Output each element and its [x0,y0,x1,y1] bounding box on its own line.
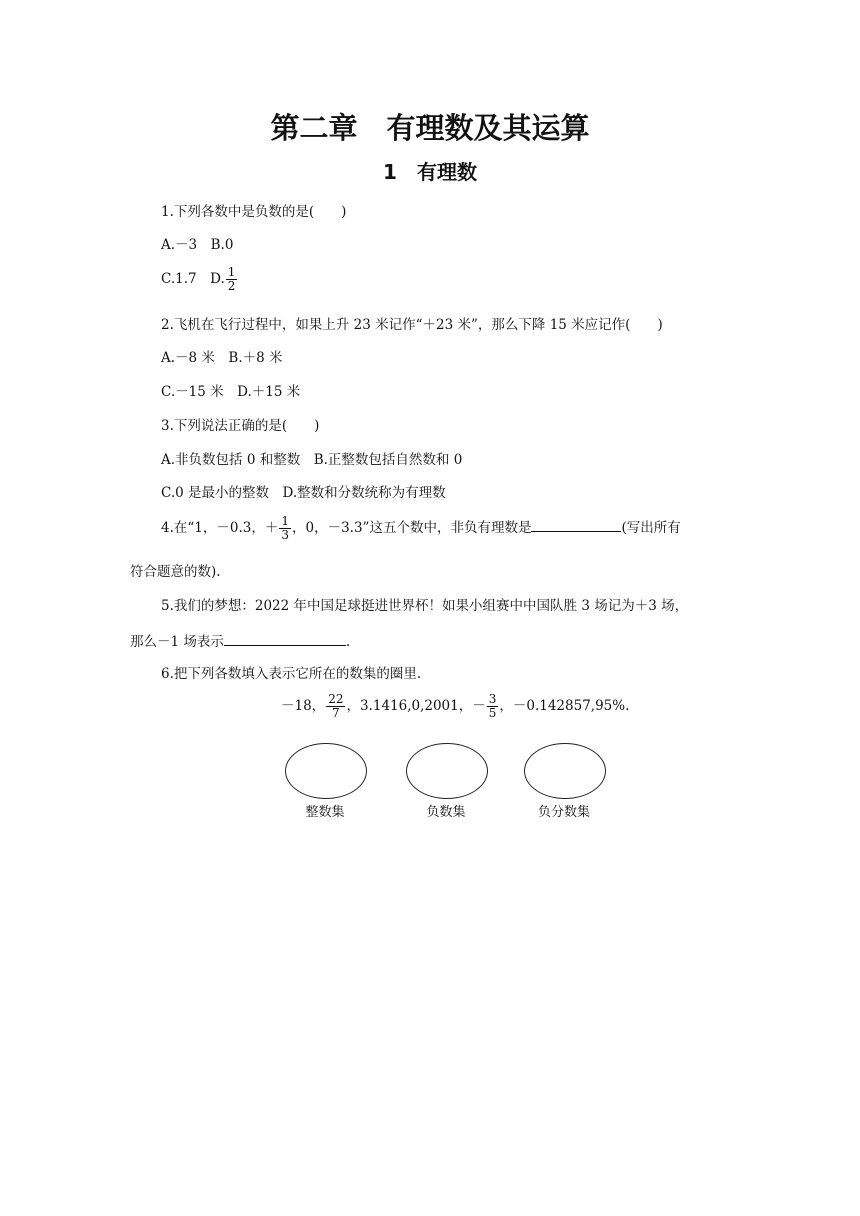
q6-fraction-3-5 [487,693,499,720]
q2-stem: 2.飞机在飞行过程中，如果上升 23 米记作“＋23 米”，那么下降 15 米应记作( ) [161,317,663,333]
fraction-numerator: 22 [328,692,344,706]
q5-answer-blank[interactable] [224,631,346,646]
section-title: 1 有理数 [383,160,477,184]
q4-text-part3: (写出所有 [621,520,681,536]
fraction-denominator: 7 [332,706,340,720]
q2-options-ab: A.－8 米 B.＋8 米 [161,350,283,366]
q5-text-b: . [345,634,351,650]
negative-fraction-set-label: 负分数集 [537,805,590,820]
fraction-denominator: 2 [227,279,236,293]
negative-set-circle[interactable] [406,743,488,799]
fraction-numerator: 1 [281,514,289,528]
fraction-numerator: 3 [488,692,497,706]
negative-set-label: 负数集 [426,805,466,820]
q6-fraction-22-7 [326,693,345,720]
q3-options-ab: A.非负数包括 0 和整数 B.正整数包括自然数和 0 [161,452,463,468]
q4-fraction [279,515,291,542]
q5-line2 [130,631,350,651]
q4-line1 [161,515,681,542]
integer-set-circle[interactable] [285,743,367,799]
q1-option-c-text: C.1.7 D. [161,271,225,287]
q6-stem: 6.把下列各数填入表示它所在的数集的圈里. [161,666,422,682]
q6-numbers [281,693,629,720]
q5-text-a: 那么－1 场表示 [130,634,224,650]
q4-answer-blank[interactable] [531,517,621,532]
q4-line2: 符合题意的数). [130,564,221,580]
integer-set-label: 整数集 [305,805,345,820]
q5-line1: 5.我们的梦想：2022 年中国足球挺进世界杯！如果小组赛中中国队胜 3 场记为＋3 场， [161,598,689,614]
q1-options-ab: A.－3 B.0 [161,237,234,253]
chapter-title: 第二章 有理数及其运算 [270,111,590,145]
q3-stem: 3.下列说法正确的是( ) [161,418,320,434]
q1-options-cd [161,266,238,293]
q2-options-cd: C.－15 米 D.＋15 米 [161,384,301,400]
negative-fraction-set-circle[interactable] [524,743,606,799]
q6-seg2: ，3.1416,0,2001，－ [346,698,486,714]
q6-seg3: ，－0.142857,95%. [499,698,630,714]
q1-option-d-fraction [226,266,238,293]
q3-options-cd: C.0 是最小的整数 D.整数和分数统称为有理数 [161,485,446,501]
fraction-denominator: 3 [281,528,289,542]
q4-text-part1: 4.在“1，－0.3，＋ [161,520,279,536]
fraction-denominator: 5 [488,706,497,720]
q1-stem: 1.下列各数中是负数的是( ) [161,204,347,220]
fraction-numerator: 1 [227,265,236,279]
q6-seg1: －18， [281,698,326,714]
q4-text-part2: ，0，－3.3”这五个数中，非负有理数是 [291,520,532,536]
